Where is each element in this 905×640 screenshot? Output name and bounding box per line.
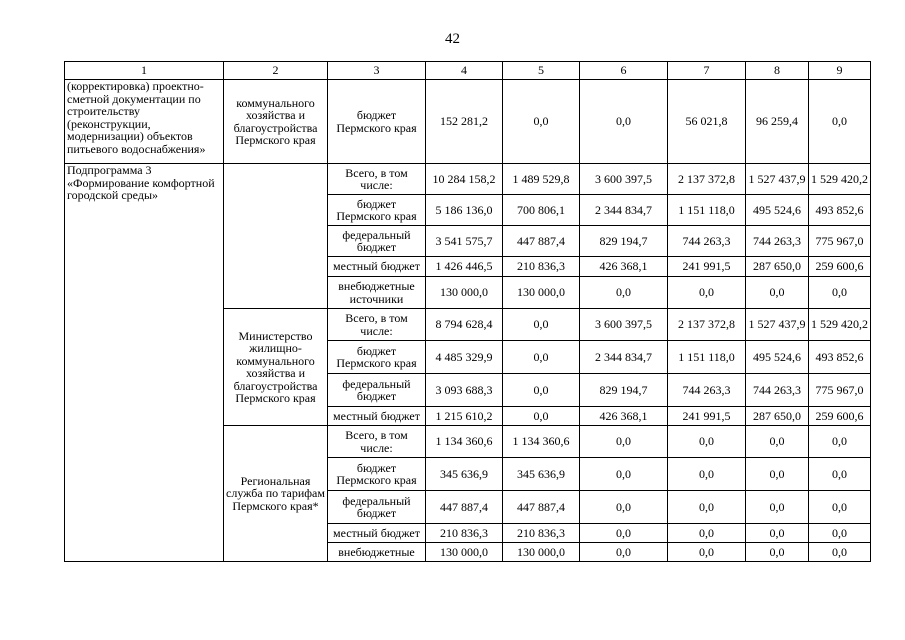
value-cell: 1 151 118,0 [668,195,746,226]
source-cell: федеральный бюджет [328,491,426,524]
header-row [65,62,871,80]
value-cell: 447 887,4 [503,491,580,524]
source-cell: Всего, в том числе: [328,426,426,458]
value-cell: 1 527 437,9 [746,164,809,195]
source-cell: федеральный бюджет [328,226,426,257]
value-cell: 345 636,9 [503,458,580,491]
budget-table [64,61,871,562]
source-cell: внебюджетные [328,543,426,562]
value-cell: 4 485 329,9 [426,341,503,374]
value-cell: 0,0 [580,543,668,562]
value-cell: 0,0 [668,491,746,524]
source-cell: местный бюджет [328,257,426,277]
value-cell: 495 524,6 [746,341,809,374]
value-cell: 493 852,6 [809,195,871,226]
value-cell: 130 000,0 [503,543,580,562]
value-cell: 0,0 [809,543,871,562]
value-cell: 447 887,4 [503,226,580,257]
value-cell: 426 368,1 [580,257,668,277]
value-cell: 2 137 372,8 [668,309,746,341]
value-cell: 259 600,6 [809,257,871,277]
value-cell: 0,0 [580,491,668,524]
value-cell: 0,0 [668,458,746,491]
ministry-cell: Министерство жилищно-коммунального хозяйства и благоустройства Пермского края [224,309,328,426]
value-cell: 3 600 397,5 [580,164,668,195]
source-cell: бюджет Пермского края [328,80,426,164]
value-cell: 700 806,1 [503,195,580,226]
value-cell: 0,0 [503,374,580,407]
value-cell: 0,0 [503,407,580,426]
value-cell: 0,0 [809,277,871,309]
value-cell: 0,0 [580,524,668,543]
value-cell: 1 527 437,9 [746,309,809,341]
value-cell: 744 263,3 [746,226,809,257]
header-cell: 2 [224,62,328,80]
header-cell: 5 [503,62,580,80]
value-cell: 0,0 [580,458,668,491]
value-cell: 0,0 [503,341,580,374]
value-cell: 0,0 [746,426,809,458]
value-cell: 744 263,3 [668,374,746,407]
header-cell: 4 [426,62,503,80]
value-cell: 287 650,0 [746,257,809,277]
value-cell: 210 836,3 [426,524,503,543]
value-cell: 426 368,1 [580,407,668,426]
value-cell: 96 259,4 [746,80,809,164]
source-cell: бюджет Пермского края [328,458,426,491]
value-cell: 0,0 [503,309,580,341]
value-cell: 1 529 420,2 [809,309,871,341]
value-cell: 0,0 [668,543,746,562]
value-cell: 829 194,7 [580,374,668,407]
value-cell: 1 134 360,6 [426,426,503,458]
value-cell: 1 529 420,2 [809,164,871,195]
value-cell: 495 524,6 [746,195,809,226]
value-cell: 0,0 [809,458,871,491]
program-title-cell: Подпрограмма 3 «Формирование комфортной городской среды» [65,164,224,562]
value-cell: 744 263,3 [746,374,809,407]
value-cell: 0,0 [746,491,809,524]
header-cell: 7 [668,62,746,80]
value-cell: 3 541 575,7 [426,226,503,257]
value-cell: 0,0 [668,524,746,543]
value-cell: 2 344 834,7 [580,341,668,374]
value-cell: 287 650,0 [746,407,809,426]
value-cell: 241 991,5 [668,407,746,426]
value-cell: 3 600 397,5 [580,309,668,341]
value-cell: 1 151 118,0 [668,341,746,374]
value-cell: 0,0 [809,426,871,458]
executor-empty-cell [224,164,328,309]
value-cell: 152 281,2 [426,80,503,164]
value-cell: 210 836,3 [503,524,580,543]
table-row [65,80,871,164]
source-cell: бюджет Пермского края [328,341,426,374]
value-cell: 0,0 [746,458,809,491]
activity-cell: (корректировка) проектно-сметной документации по строительству (реконструкции, модернизации) объектов питьевого водоснабжения» [65,80,224,164]
value-cell: 8 794 628,4 [426,309,503,341]
value-cell: 3 093 688,3 [426,374,503,407]
value-cell: 0,0 [746,524,809,543]
value-cell: 1 489 529,8 [503,164,580,195]
value-cell: 241 991,5 [668,257,746,277]
source-cell: Всего, в том числе: [328,164,426,195]
source-cell: местный бюджет [328,407,426,426]
value-cell: 2 137 372,8 [668,164,746,195]
value-cell: 775 967,0 [809,374,871,407]
value-cell: 447 887,4 [426,491,503,524]
value-cell: 1 134 360,6 [503,426,580,458]
value-cell: 0,0 [746,277,809,309]
value-cell: 829 194,7 [580,226,668,257]
value-cell: 56 021,8 [668,80,746,164]
value-cell: 5 186 136,0 [426,195,503,226]
value-cell: 130 000,0 [503,277,580,309]
source-cell: Всего, в том числе: [328,309,426,341]
value-cell: 775 967,0 [809,226,871,257]
value-cell: 210 836,3 [503,257,580,277]
page-number: 42 [445,31,460,47]
executor-cell: коммунального хозяйства и благоустройства Пермского края [224,80,328,164]
header-cell: 1 [65,62,224,80]
value-cell: 0,0 [668,426,746,458]
header-cell: 6 [580,62,668,80]
source-cell: федеральный бюджет [328,374,426,407]
value-cell: 0,0 [809,491,871,524]
value-cell: 1 426 446,5 [426,257,503,277]
header-cell: 8 [746,62,809,80]
source-cell: местный бюджет [328,524,426,543]
value-cell: 493 852,6 [809,341,871,374]
value-cell: 744 263,3 [668,226,746,257]
value-cell: 0,0 [809,80,871,164]
value-cell: 0,0 [580,80,668,164]
value-cell: 10 284 158,2 [426,164,503,195]
table-row [65,164,871,195]
value-cell: 0,0 [580,426,668,458]
value-cell: 130 000,0 [426,277,503,309]
value-cell: 0,0 [580,277,668,309]
value-cell: 259 600,6 [809,407,871,426]
header-cell: 9 [809,62,871,80]
value-cell: 0,0 [746,543,809,562]
value-cell: 0,0 [809,524,871,543]
value-cell: 1 215 610,2 [426,407,503,426]
value-cell: 345 636,9 [426,458,503,491]
value-cell: 0,0 [668,277,746,309]
value-cell: 2 344 834,7 [580,195,668,226]
source-cell: внебюджетные источники [328,277,426,309]
value-cell: 130 000,0 [426,543,503,562]
source-cell: бюджет Пермского края [328,195,426,226]
header-cell: 3 [328,62,426,80]
value-cell: 0,0 [503,80,580,164]
tariff-service-cell: Региональная служба по тарифам Пермского края* [224,426,328,562]
